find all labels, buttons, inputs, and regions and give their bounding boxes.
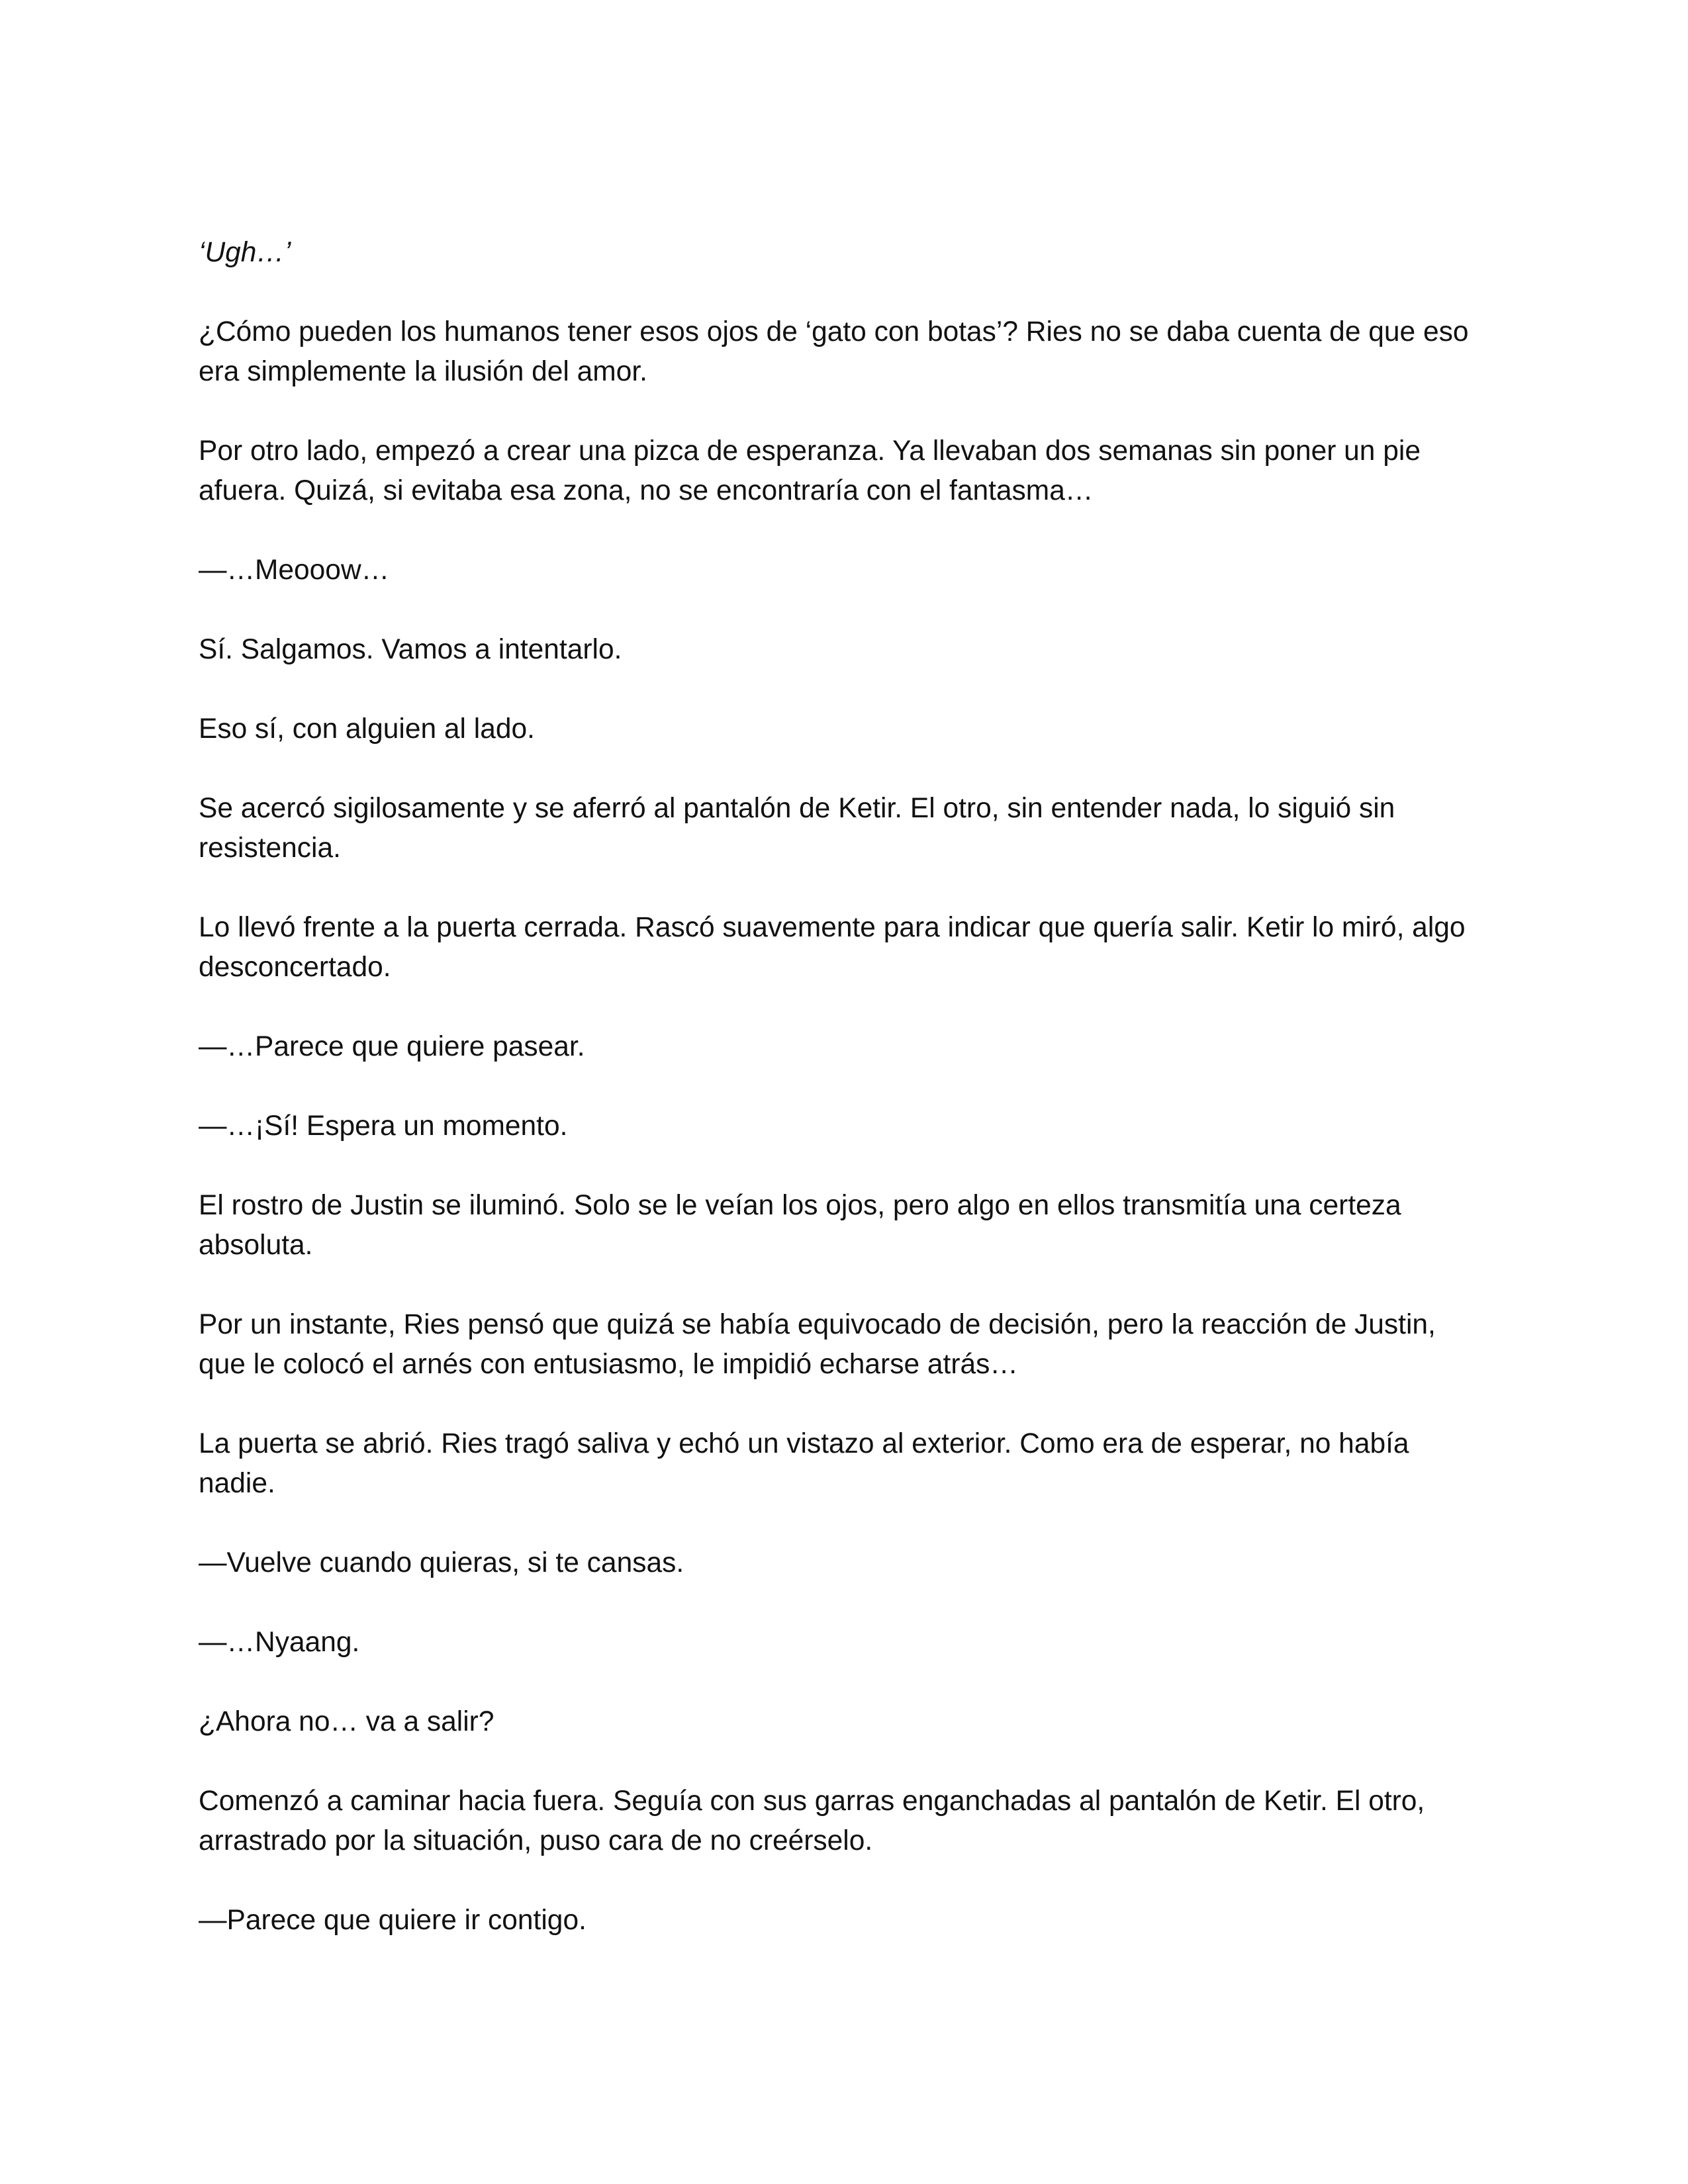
paragraph: —Parece que quiere ir contigo. [199, 1905, 586, 1936]
paragraph: —…¡Sí! Espera un momento. [199, 1111, 568, 1142]
paragraph: ¿Cómo pueden los humanos tener esos ojos de ‘gato con botas’? Ries no se daba cuenta de que eso era simplemente la ilusión del amor. [199, 316, 1469, 387]
paragraph: —…Parece que quiere pasear. [199, 1031, 585, 1062]
paragraph: —…Nyaang. [199, 1627, 360, 1658]
paragraph: Sí. Salgamos. Vamos a intentarlo. [199, 634, 622, 665]
paragraph: ¿Ahora no… va a salir? [199, 1706, 494, 1737]
paragraph: Comenzó a caminar hacia fuera. Seguía con sus garras enganchadas al pantalón de Ketir. El otro, arrastrado por la situación, puso cara de no creérselo. [199, 1786, 1425, 1856]
paragraph: El rostro de Justin se iluminó. Solo se le veían los ojos, pero algo en ellos transmitía una certeza absoluta. [199, 1190, 1401, 1261]
paragraph: Eso sí, con alguien al lado. [199, 713, 535, 745]
paragraph: ‘Ugh…’ [199, 237, 291, 268]
paragraph: —…Meooow… [199, 555, 390, 586]
paragraph: Se acercó sigilosamente y se aferró al pantalón de Ketir. El otro, sin entender nada, lo siguió sin resistencia. [199, 793, 1395, 864]
paragraph: Lo llevó frente a la puerta cerrada. Rascó suavemente para indicar que quería salir. Ketir lo miró, algo desconcertado. [199, 912, 1466, 983]
paragraph: —Vuelve cuando quieras, si te cansas. [199, 1547, 684, 1578]
paragraph: Por otro lado, empezó a crear una pizca de esperanza. Ya llevaban dos semanas sin poner un pie afuera. Quizá, si evitaba esa zona, no se encontraría con el fantasma… [199, 435, 1421, 506]
paragraph: Por un instante, Ries pensó que quizá se había equivocado de decisión, pero la reacción de Justin, que le colocó el arnés con entusiasmo, le impidió echarse atrás… [199, 1309, 1436, 1380]
paragraph: La puerta se abrió. Ries tragó saliva y echó un vistazo al exterior. Como era de esperar, no había nadie. [199, 1428, 1409, 1499]
document-body [199, 233, 1489, 1980]
